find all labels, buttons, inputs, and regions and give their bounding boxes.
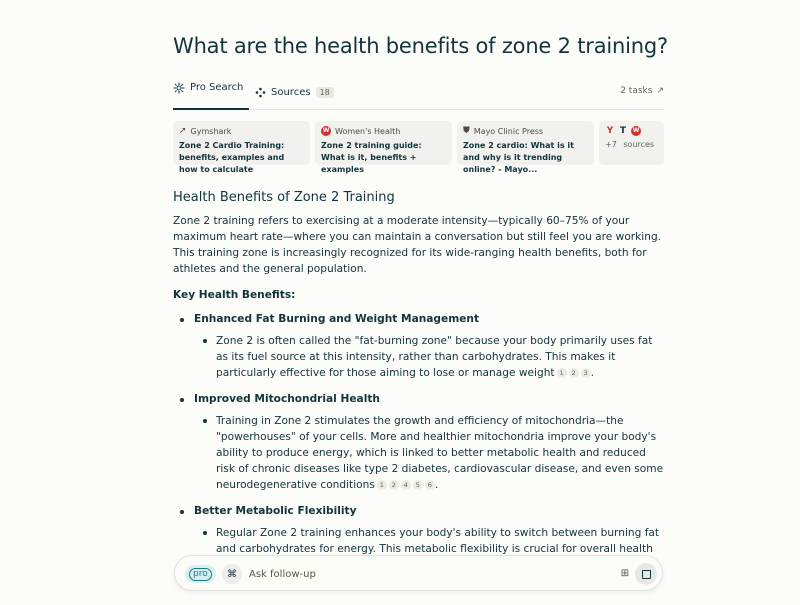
benefit-text: Regular Zone 2 training enhances your body's ability to switch between burning fat and carbohydrates for energy. This metabolic flexibility is crucial for overall health [173, 525, 664, 573]
citation[interactable]: 1 [377, 480, 387, 490]
submit-button[interactable] [635, 563, 657, 585]
tab-sources-label: Sources [271, 86, 311, 98]
citation[interactable]: 6 [425, 480, 435, 490]
citation[interactable]: 1 [557, 368, 567, 378]
chip-icon: ⊞ [620, 568, 630, 579]
answer-heading: Health Benefits of Zone 2 Training [173, 190, 395, 205]
benefit-text-body: Training in Zone 2 stimulates the growth and efficiency of mitochondria—the "powerhouses" of your cells. More and healthier mitochondria improve your body's ability to produce energy, which is linked to better metabolic health and reduced risk of chronic diseases like type 2 diabetes, cardiovascular disease, and even some neurodegenerative conditions [216, 415, 664, 491]
benefit-title: Enhanced Fat Burning and Weight Management [173, 313, 664, 325]
focus-button[interactable] [222, 564, 242, 584]
source-card[interactable] [173, 121, 310, 174]
stop-icon [642, 570, 651, 579]
source-site: Mayo Clinic Press [473, 126, 544, 136]
tasks-link[interactable] [620, 86, 664, 96]
citation[interactable]: 2 [569, 368, 579, 378]
benefit-text: Zone 2 is often called the "fat-burning zone" because your body primarily uses fat as its fuel source at this intensity, rather than carbohydrates. This makes it particularly effective for those aiming to lose or manage weight 1 2 3 . [173, 333, 664, 381]
source-cards [173, 121, 664, 174]
benefit-text: Training in Zone 2 stimulates the growth and efficiency of mitochondria—the "powerhouses" of your cells. More and healthier mitochondria improve your body's ability to produce energy, which is linked to better metabolic health and reduced risk of chronic diseases like type 2 diabetes, cardiovascular disease, and even some neurodegenerative conditions 1 2 4 5 6 . [173, 413, 664, 493]
pro-search-icon [173, 82, 185, 94]
citation[interactable]: 4 [401, 480, 411, 490]
source-title: Zone 2 Cardio Training: benefits, examples and how to calculate [179, 141, 285, 174]
pro-toggle[interactable] [185, 565, 216, 583]
source-card[interactable] [457, 121, 594, 174]
tab-bar [173, 82, 664, 110]
key-benefits-heading: Key Health Benefits: [173, 289, 296, 301]
yc-favicon-icon: Y [606, 126, 614, 136]
citation[interactable]: 2 [389, 480, 399, 490]
mayo-clinic-favicon-icon: ⛊ [463, 126, 470, 136]
tab-pro-search[interactable] [173, 82, 249, 110]
womens-health-favicon-icon: W [632, 127, 640, 134]
benefit-title: Improved Mitochondrial Health [173, 393, 664, 405]
tab-pro-search-label: Pro Search [190, 82, 244, 93]
more-sources-label: sources [623, 140, 655, 149]
more-sources-count: +7 [605, 140, 617, 149]
page-title: What are the health benefits of zone 2 training? [173, 34, 668, 58]
source-title: Zone 2 training guide: What is it, benefits + examples [321, 141, 422, 174]
pro-label: pro [189, 568, 212, 581]
more-sources-card[interactable] [599, 121, 664, 165]
citation[interactable]: 5 [413, 480, 423, 490]
source-title: Zone 2 cardio: What is it and why is it trending online? - Mayo... [463, 141, 574, 174]
ask-followup-input[interactable] [249, 565, 599, 583]
source-card[interactable] [315, 121, 452, 174]
sources-count-badge: 18 [316, 87, 334, 98]
sources-icon [255, 87, 266, 98]
benefit-title: Better Metabolic Flexibility [173, 505, 664, 517]
followup-bar [174, 555, 663, 591]
citation[interactable]: 3 [581, 368, 591, 378]
source-site: Women's Health [335, 126, 401, 136]
source-site: Gymshark [190, 126, 232, 136]
arrow-up-right-icon: ↗ [656, 86, 664, 96]
tab-sources[interactable] [255, 82, 334, 102]
gymshark-favicon-icon: ➚ [179, 126, 187, 136]
benefit-text-body: Zone 2 is often called the "fat-burning zone" because your body primarily uses fat as its fuel source at this intensity, rather than carbohydrates. This makes it particularly effective for those aiming to lose or manage weight [216, 335, 653, 379]
attach-button[interactable] [617, 566, 633, 582]
times-favicon-icon: T [619, 126, 627, 136]
focus-icon: ⌘ [227, 568, 237, 580]
answer-intro: Zone 2 training refers to exercising at a moderate intensity—typically 60–75% of your maximum heart rate—where you can maintain a conversation but still feel you are working. This training zone is increasingly recognized for its wide-ranging health benefits, both for athletes and the general population. [173, 215, 662, 275]
tasks-label: 2 tasks [620, 86, 653, 96]
womens-health-favicon-icon: W [322, 127, 330, 134]
answer-content [173, 186, 664, 573]
